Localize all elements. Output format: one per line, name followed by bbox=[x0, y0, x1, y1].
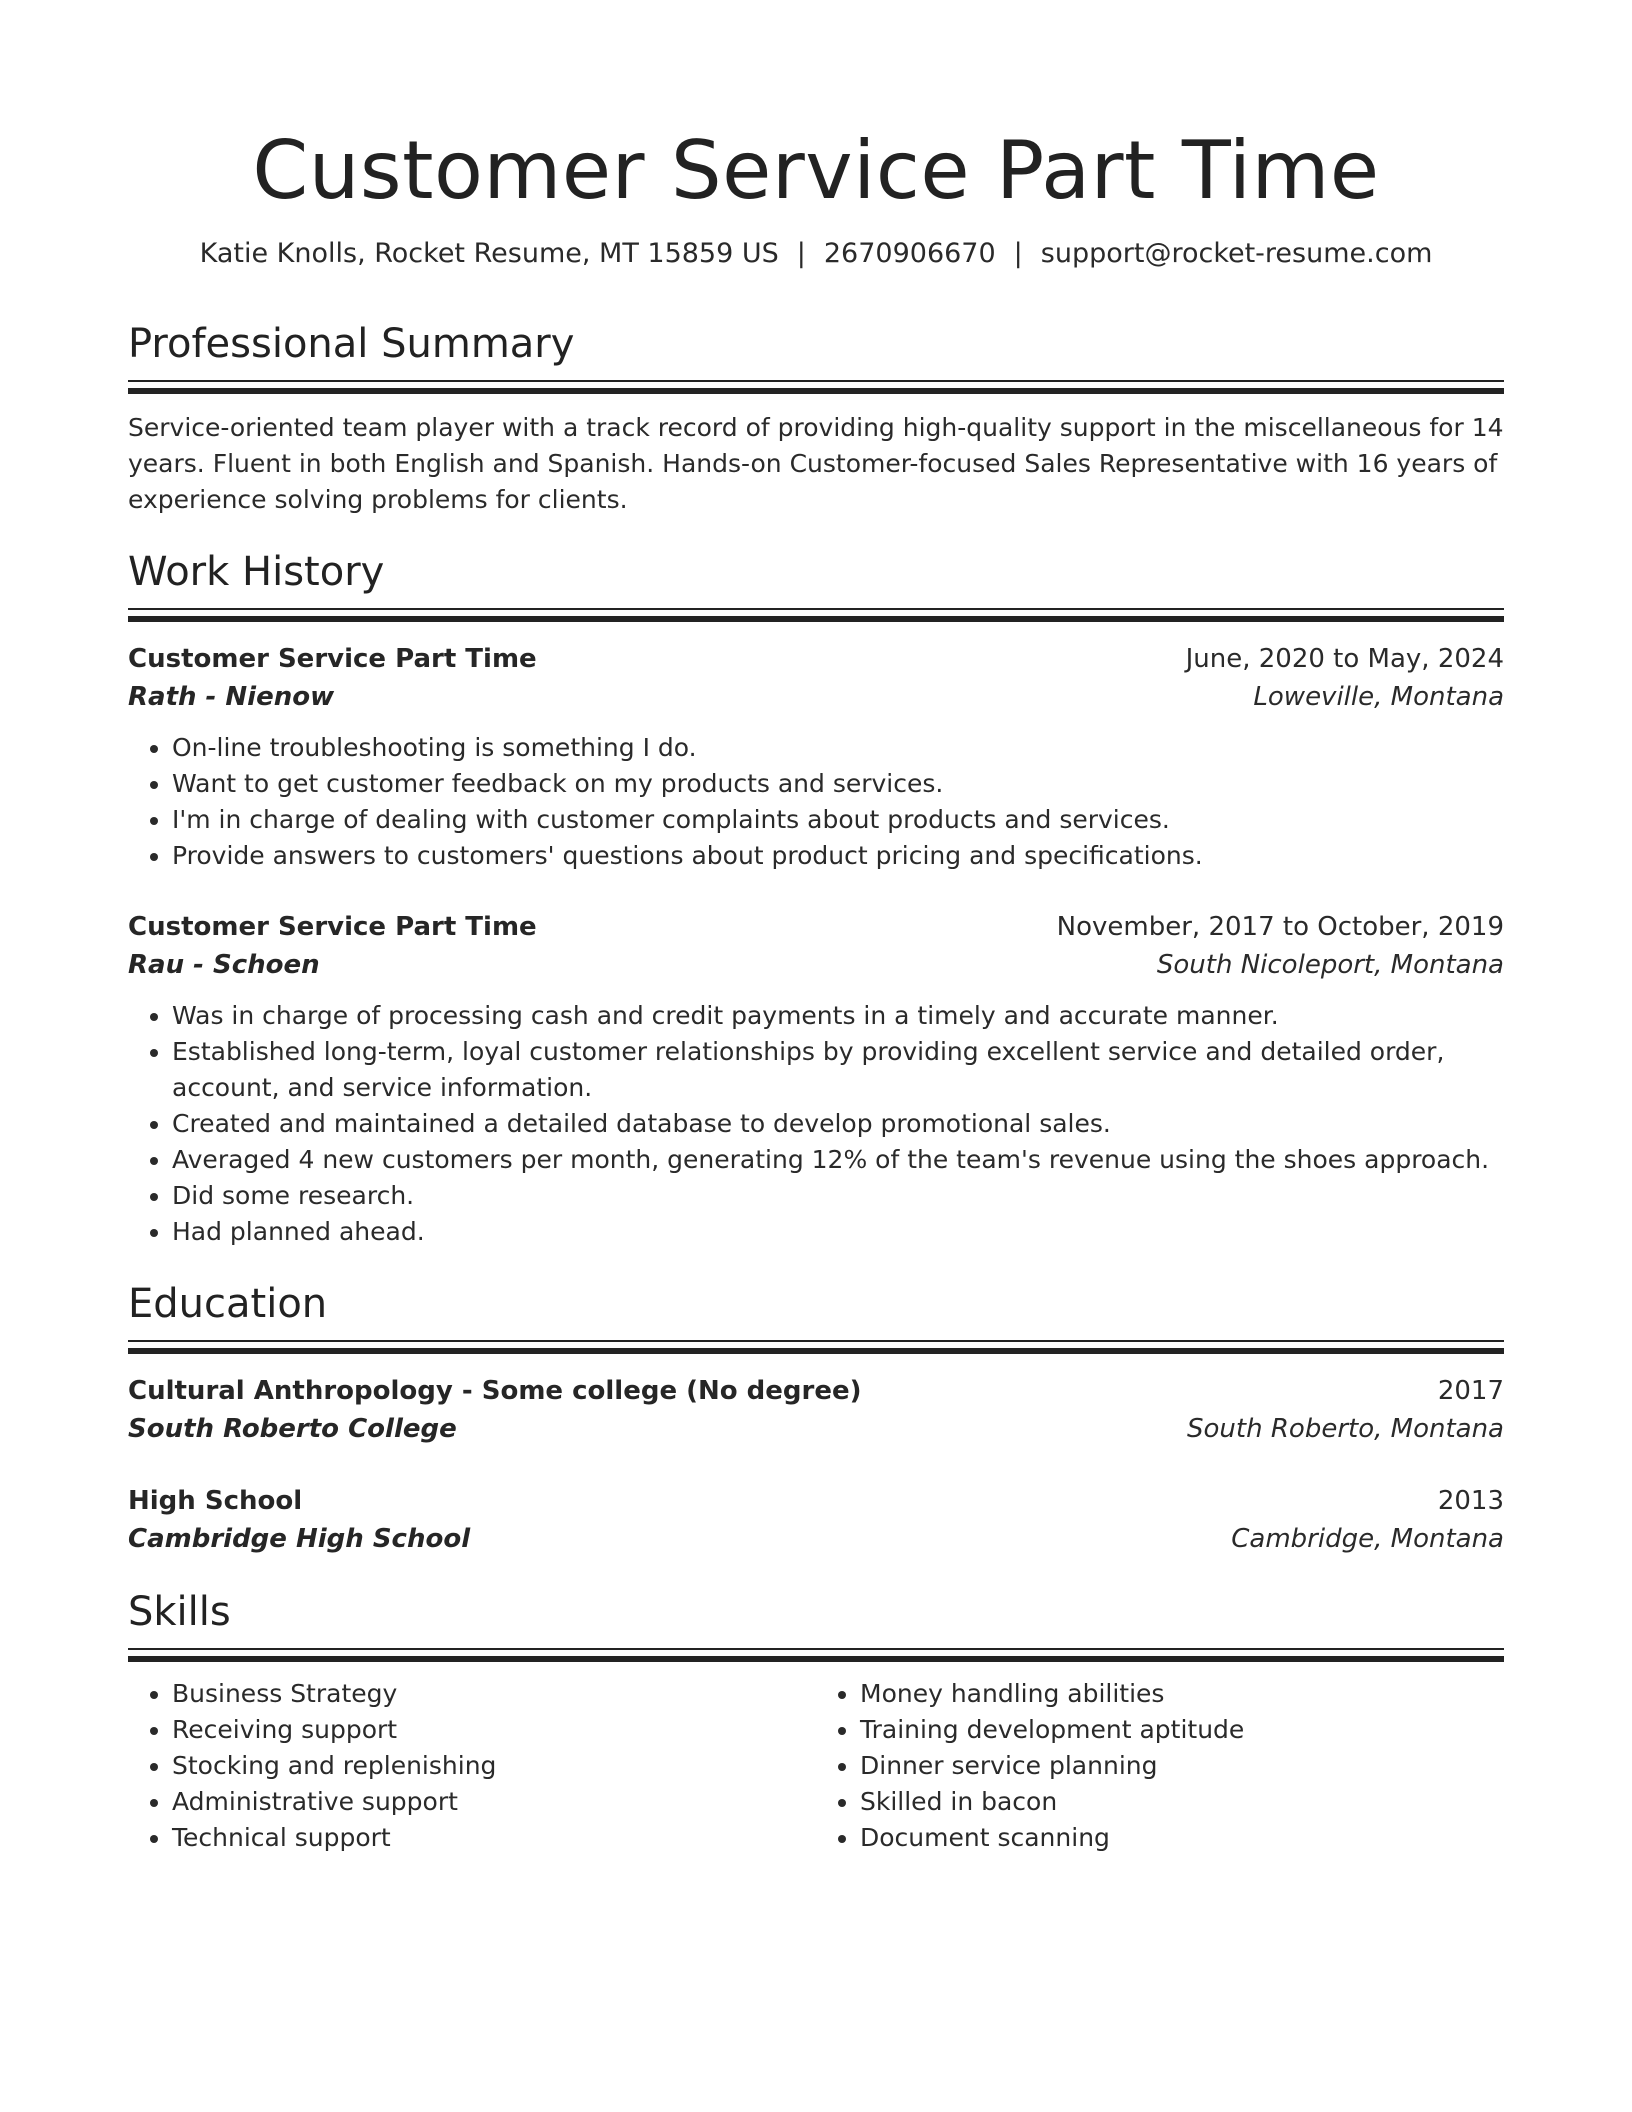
skill-item: • Money handling abilities bbox=[860, 1676, 1504, 1712]
education-entry bbox=[128, 1482, 1504, 1558]
job-company: Rath - Nienow bbox=[128, 682, 335, 712]
education-heading: Education bbox=[128, 1281, 328, 1327]
job-dates: June, 2020 to May, 2024 bbox=[1185, 644, 1504, 674]
section-rule bbox=[128, 1340, 1504, 1354]
job-title: Customer Service Part Time bbox=[128, 912, 537, 942]
job-bullet: • Had planned ahead. bbox=[172, 1214, 1504, 1250]
skill-item: • Business Strategy bbox=[172, 1676, 816, 1712]
job-entry bbox=[128, 640, 1504, 874]
work-heading: Work History bbox=[128, 549, 385, 595]
job-bullet: • Created and maintained a detailed database to develop promotional sales. bbox=[172, 1106, 1504, 1142]
job-location: Loweville, Montana bbox=[1253, 682, 1504, 712]
contact-line bbox=[128, 236, 1504, 272]
education-location: Cambridge, Montana bbox=[1231, 1524, 1504, 1554]
contact-separator: | bbox=[796, 238, 806, 269]
job-bullets bbox=[128, 998, 1504, 1250]
skill-item: • Receiving support bbox=[172, 1712, 816, 1748]
job-bullets bbox=[128, 730, 1504, 874]
education-entry bbox=[128, 1372, 1504, 1448]
education-year: 2013 bbox=[1437, 1486, 1504, 1516]
job-title: Customer Service Part Time bbox=[128, 644, 537, 674]
contact-phone: 2670906670 bbox=[823, 238, 996, 269]
skills-heading: Skills bbox=[128, 1589, 231, 1635]
education-degree: High School bbox=[128, 1486, 303, 1516]
contact-email: support@rocket-resume.com bbox=[1040, 238, 1433, 269]
skill-item: • Document scanning bbox=[860, 1820, 1504, 1856]
skill-item: • Administrative support bbox=[172, 1784, 816, 1820]
job-entry bbox=[128, 908, 1504, 1250]
contact-address: Katie Knolls, Rocket Resume, MT 15859 US bbox=[199, 238, 779, 269]
work-section bbox=[128, 546, 1504, 1250]
education-school: South Roberto College bbox=[128, 1414, 457, 1444]
job-bullet: • Want to get customer feedback on my products and services. bbox=[172, 766, 1504, 802]
skills-columns bbox=[128, 1676, 1504, 1856]
section-rule bbox=[128, 380, 1504, 394]
job-bullet: • Did some research. bbox=[172, 1178, 1504, 1214]
skill-item: • Technical support bbox=[172, 1820, 816, 1856]
job-bullet: • Averaged 4 new customers per month, generating 12% of the team's revenue using the shoes approach. bbox=[172, 1142, 1504, 1178]
job-bullet: • Established long-term, loyal customer relationships by providing excellent service and detailed order, account, and service information. bbox=[172, 1034, 1504, 1106]
skill-item: • Stocking and replenishing bbox=[172, 1748, 816, 1784]
education-school: Cambridge High School bbox=[128, 1524, 471, 1554]
summary-text: Service-oriented team player with a track record of providing high-quality support in the miscellaneous for 14 years. Fluent in both English and Spanish. Hands-on Customer-focused Sales Representative with 16 years of experience solving problems for clients. bbox=[128, 413, 1504, 514]
skill-item: • Dinner service planning bbox=[860, 1748, 1504, 1784]
skills-section bbox=[128, 1586, 1504, 1856]
job-location: South Nicoleport, Montana bbox=[1156, 950, 1504, 980]
skills-list-right bbox=[816, 1676, 1504, 1856]
education-degree: Cultural Anthropology - Some college (No degree) bbox=[128, 1376, 862, 1406]
contact-separator: | bbox=[1013, 238, 1023, 269]
education-year: 2017 bbox=[1437, 1376, 1504, 1406]
job-bullet: • Was in charge of processing cash and credit payments in a timely and accurate manner. bbox=[172, 998, 1504, 1034]
job-bullet: • Provide answers to customers' questions about product pricing and specifications. bbox=[172, 838, 1504, 874]
skills-list-left bbox=[128, 1676, 816, 1856]
job-company: Rau - Schoen bbox=[128, 950, 320, 980]
job-bullet: • I'm in charge of dealing with customer complaints about products and services. bbox=[172, 802, 1504, 838]
section-rule bbox=[128, 1648, 1504, 1662]
section-rule bbox=[128, 608, 1504, 622]
resume-title: Customer Service Part Time bbox=[252, 124, 1380, 217]
summary-section bbox=[128, 318, 1504, 518]
skill-item: • Skilled in bacon bbox=[860, 1784, 1504, 1820]
education-section bbox=[128, 1278, 1504, 1558]
job-dates: November, 2017 to October, 2019 bbox=[1056, 912, 1504, 942]
skill-item: • Training development aptitude bbox=[860, 1712, 1504, 1748]
education-location: South Roberto, Montana bbox=[1187, 1414, 1504, 1444]
job-bullet: • On-line troubleshooting is something I do. bbox=[172, 730, 1504, 766]
summary-heading: Professional Summary bbox=[128, 321, 575, 367]
